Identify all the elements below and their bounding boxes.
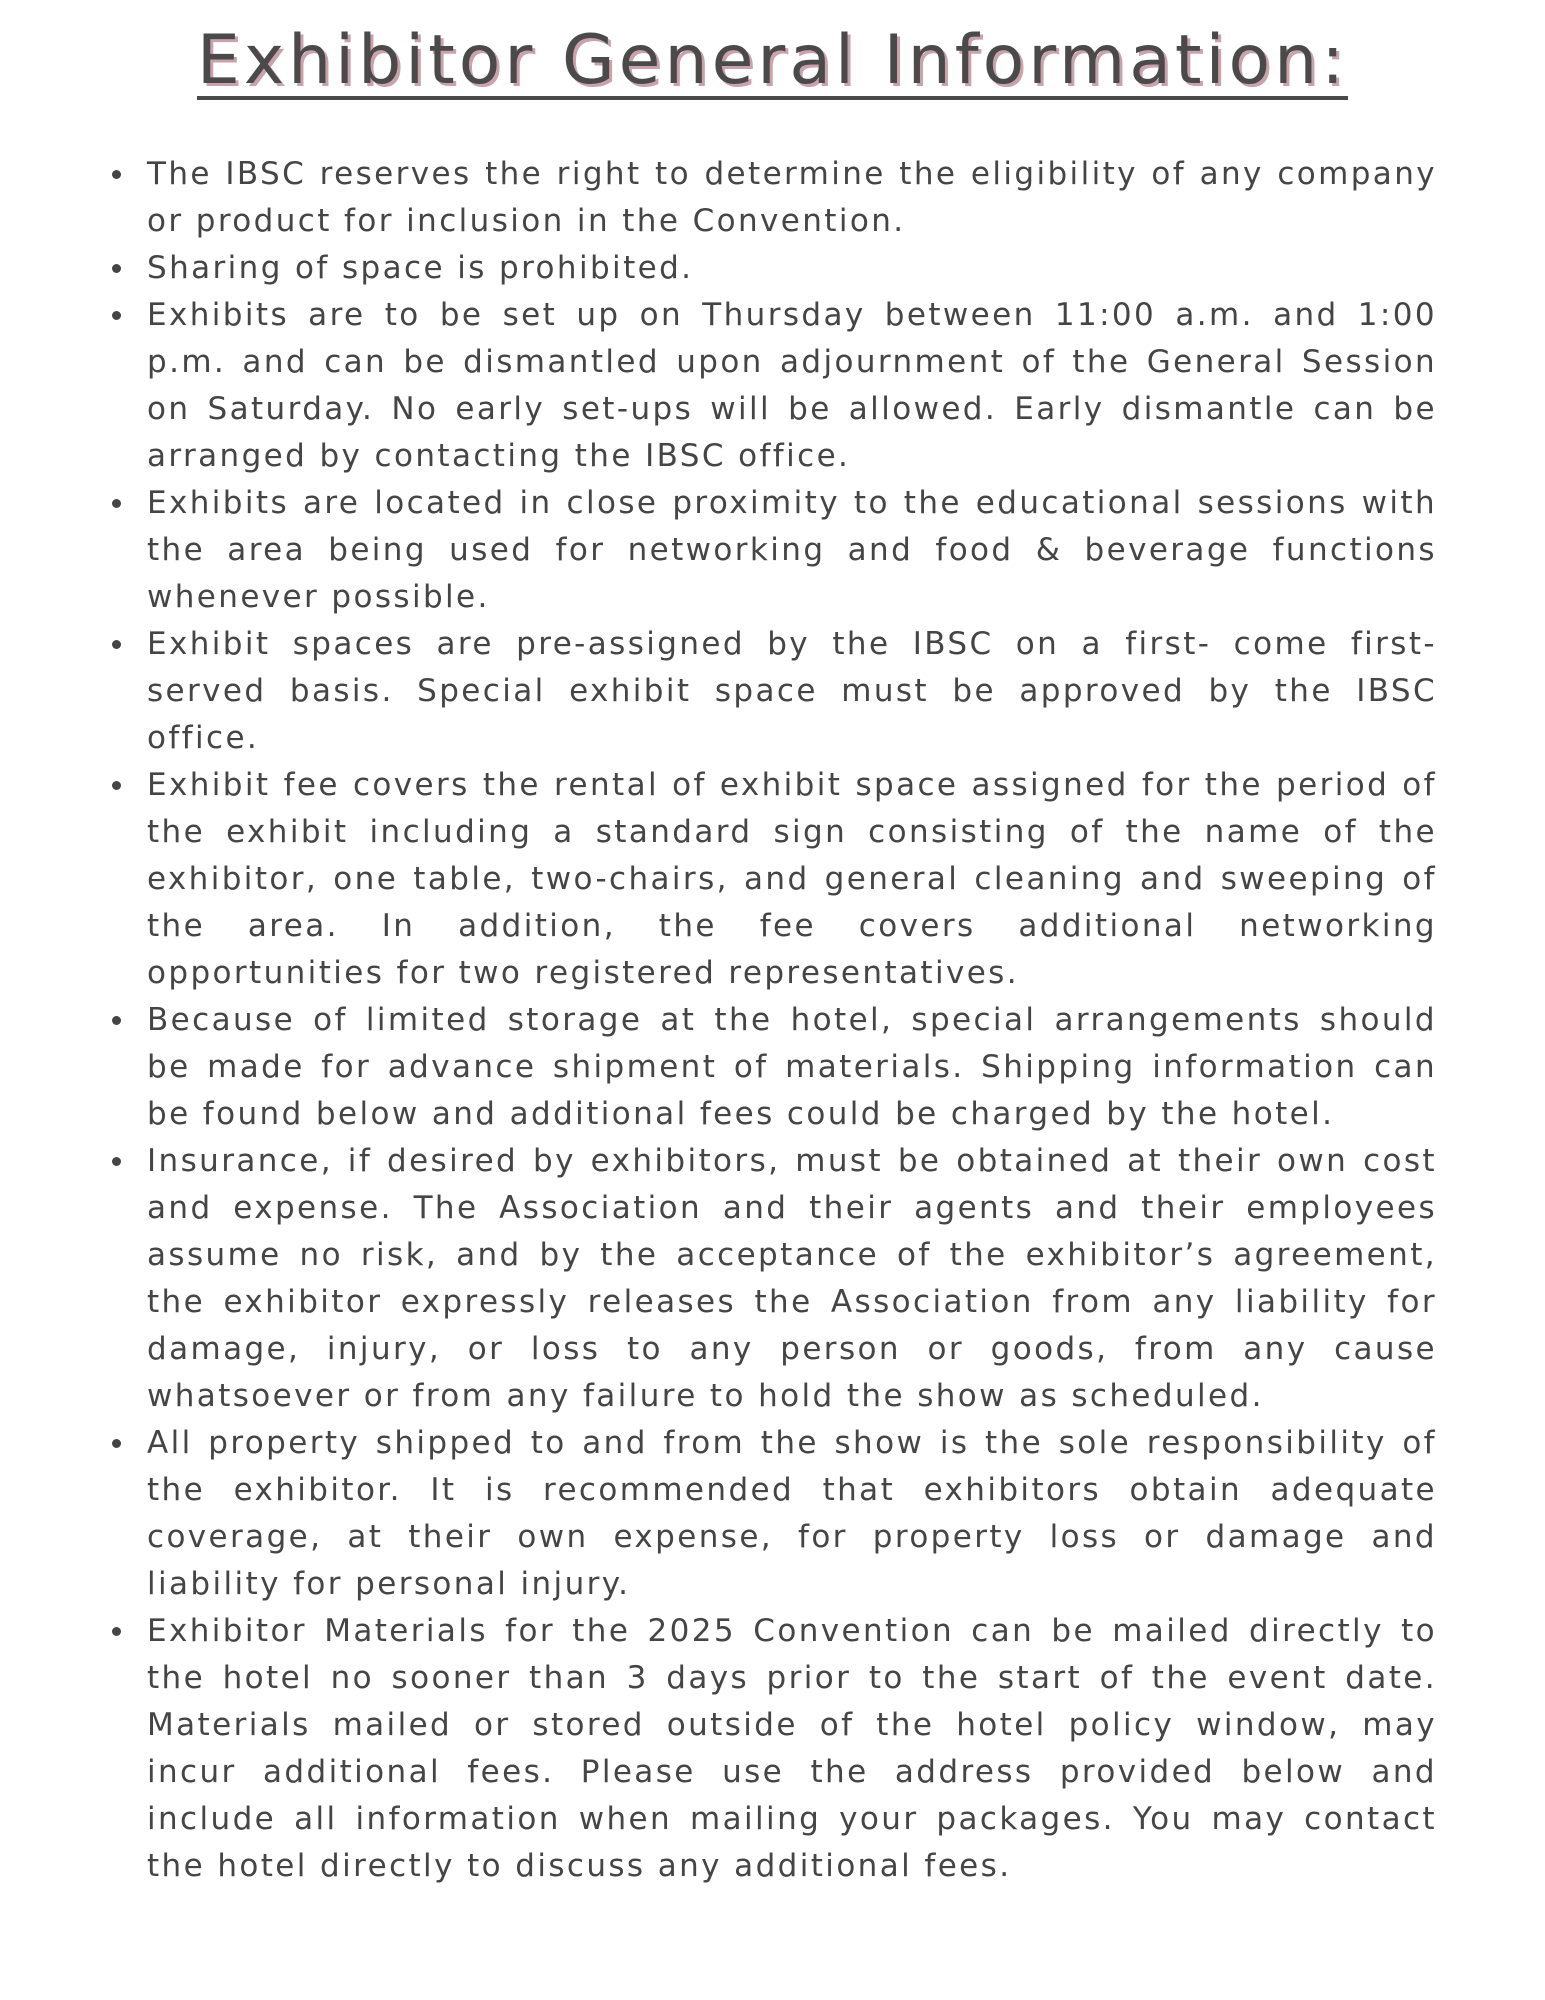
list-item (147, 1138, 1437, 1420)
list-item (147, 292, 1437, 480)
bullet-icon (112, 640, 121, 649)
info-list (147, 151, 1437, 1890)
list-item (147, 151, 1437, 245)
list-item-text: Sharing of space is prohibited. (147, 250, 694, 286)
list-item-text: Exhibit spaces are pre-assigned by the IBSC on a first- come first-served basis. Special exhibit space must be approved by the IBSC office. (147, 626, 1437, 756)
list-item (147, 621, 1437, 762)
list-item-text: Exhibitor Materials for the 2025 Convention can be mailed directly to the hotel no sooner than 3 days prior to the start of the event date. Materials mailed or stored outside of the hotel policy window, may incur additional fees. Please use the address provided below and include all information when mailing your packages. You may contact the hotel directly to discuss any additional fees. (147, 1613, 1437, 1884)
list-item (147, 997, 1437, 1138)
list-item-text: Exhibit fee covers the rental of exhibit space assigned for the period of the exhibit including a standard sign consisting of the name of the exhibitor, one table, two-chairs, and general cleaning and sweeping of the area. In addition, the fee covers additional networking opportunities for two registered representatives. (147, 767, 1437, 991)
list-item (147, 762, 1437, 997)
bullet-icon (112, 781, 121, 790)
bullet-icon (112, 1157, 121, 1166)
list-item (147, 245, 1437, 292)
bullet-icon (112, 1439, 121, 1448)
bullet-icon (112, 311, 121, 320)
list-item-text: Exhibits are to be set up on Thursday between 11:00 a.m. and 1:00 p.m. and can be dismantled upon adjournment of the General Session on Saturday. No early set-ups will be allowed. Early dismantle can be arranged by contacting the IBSC office. (147, 297, 1437, 474)
list-item-text: Insurance, if desired by exhibitors, must be obtained at their own cost and expense. The Association and their agents and their employees assume no risk, and by the acceptance of the exhibitor’s agreement, the exhibitor expressly releases the Association from any liability for damage, injury, or loss to any person or goods, from any cause whatsoever or from any failure to hold the show as scheduled. (147, 1143, 1437, 1414)
bullet-icon (112, 1016, 121, 1025)
list-item (147, 480, 1437, 621)
bullet-icon (112, 170, 121, 179)
bullet-icon (112, 499, 121, 508)
page-title (0, 22, 1545, 100)
list-item (147, 1420, 1437, 1608)
list-item (147, 1608, 1437, 1890)
bullet-icon (112, 264, 121, 273)
page-title-text: Exhibitor General Information: (196, 21, 1349, 100)
bullet-icon (112, 1627, 121, 1636)
list-item-text: The IBSC reserves the right to determine the eligibility of any company or product for inclusion in the Convention. (147, 156, 1437, 239)
list-item-text: Exhibits are located in close proximity to the educational sessions with the area being used for networking and food & beverage functions whenever possible. (147, 485, 1437, 615)
list-item-text: All property shipped to and from the show is the sole responsibility of the exhibitor. It is recommended that exhibitors obtain adequate coverage, at their own expense, for property loss or damage and liability for personal injury. (147, 1425, 1437, 1602)
list-item-text: Because of limited storage at the hotel, special arrangements should be made for advance shipment of materials. Shipping information can be found below and additional fees could be charged by the hotel. (147, 1002, 1437, 1132)
